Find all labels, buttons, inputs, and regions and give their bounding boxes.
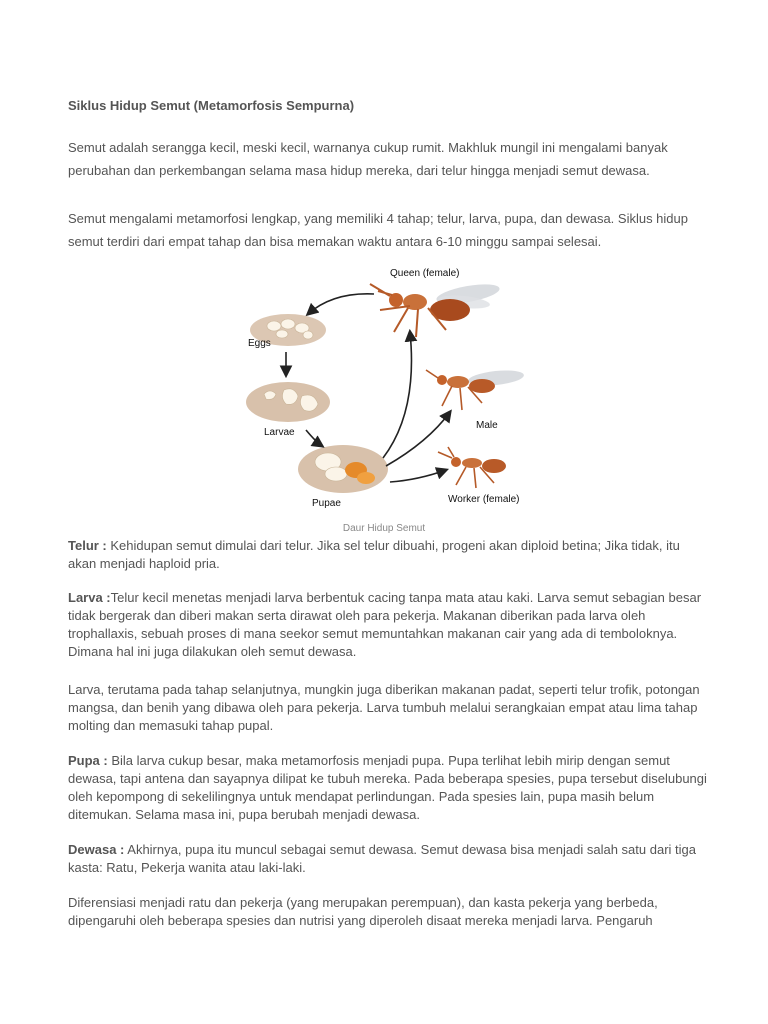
section-text: Telur kecil menetas menjadi larva berbentuk cacing tanpa mata atau kaki. Larva semut sebagian besar tidak bergerak dan diberi makan serta dirawat oleh para pekerja. Makanan diberikan pada larva oleh trophallaxis, sebuah proses di mana seekor semut memuntahkan makanan cair yang ada di temboloknya. Dimana hal ini juga dilakukan oleh semut dewasa. — [68, 590, 702, 659]
section-text: Akhirnya, pupa itu muncul sebagai semut dewasa. Semut dewasa bisa menjadi salah satu dari tiga kasta: Ratu, Pekerja wanita atau laki-laki. — [68, 842, 696, 875]
section-dewasa — [68, 841, 708, 877]
intro-paragraph-2: Semut mengalami metamorfosi lengkap, yang memiliki 4 tahap; telur, larva, pupa, dan dewasa. Siklus hidup semut terdiri dari empat tahap dan bisa memakan waktu antara 6-10 minggu sampai selesai. — [68, 211, 688, 249]
label-male: Male — [476, 420, 498, 431]
worker-ant-illustration — [438, 447, 506, 488]
arrow-larvae-to-pupae — [306, 430, 322, 446]
ant-life-cycle-figure — [238, 262, 538, 512]
section-text: Bila larva cukup besar, maka metamorfosis menjadi pupa. Pupa terlihat lebih mirip dengan semut dewasa, tapi antena dan sayapnya dilipat ke tubuh mereka. Pada beberapa spesies, pupa tersebut diselubungi oleh kepompong di sekelilingnya untuk mendapat perlindungan. Pada spesies lain, pupa masih belum ditemukan. Selama masa ini, pupa berubah menjadi dewasa. — [68, 753, 707, 822]
arrow-pupae-to-queen — [383, 332, 411, 458]
section-text: Diferensiasi menjadi ratu dan pekerja (yang merupakan perempuan), dan kasta pekerja yang berbeda, dipengaruhi oleh beberapa spesies dan nutrisi yang diperoleh disaat mereka menjadi larva. Pengaruh — [68, 895, 658, 928]
section-text: Larva, terutama pada tahap selanjutnya, mungkin juga diberikan makanan padat, seperti telur trofik, potongan mangsa, dan benih yang dibawa oleh para pekerja. Larva tumbuh melalui serangkaian empat atau lima tahap molting dan memasuki tahap pupal. — [68, 682, 700, 733]
arrow-queen-to-eggs — [308, 294, 374, 314]
label-worker: Worker (female) — [448, 494, 520, 505]
section-term: Pupa : — [68, 753, 108, 768]
arrow-pupae-to-worker — [390, 470, 446, 482]
section-term: Larva : — [68, 590, 111, 605]
section-term: Telur : — [68, 538, 107, 553]
queen-ant-illustration — [370, 281, 501, 337]
section-telur — [68, 537, 708, 573]
section-text: Kehidupan semut dimulai dari telur. Jika sel telur dibuahi, progeni akan diploid betina; Jika tidak, itu akan menjadi haploid pria. — [68, 538, 680, 571]
intro-paragraph-1: Semut adalah serangga kecil, meski kecil, warnanya cukup rumit. Makhluk mungil ini mengalami banyak perubahan dan perkembangan selama masa hidup mereka, dari telur hingga menjadi semut dewasa. — [68, 140, 668, 178]
label-eggs: Eggs — [248, 338, 271, 349]
pupae-illustration — [298, 445, 388, 493]
section-larva — [68, 589, 708, 661]
figure-caption: Daur Hidup Semut — [342, 523, 426, 534]
label-queen: Queen (female) — [390, 268, 460, 279]
male-ant-illustration — [426, 368, 525, 410]
label-larvae: Larvae — [264, 427, 295, 438]
section-term: Dewasa : — [68, 842, 125, 857]
larvae-illustration — [246, 382, 330, 422]
document-title: Siklus Hidup Semut (Metamorfosis Sempurna) — [68, 98, 355, 113]
section-differentiation — [68, 894, 708, 930]
section-larva-continued — [68, 681, 708, 735]
label-pupae: Pupae — [312, 498, 341, 509]
life-cycle-diagram — [238, 262, 538, 512]
section-pupa — [68, 752, 708, 824]
